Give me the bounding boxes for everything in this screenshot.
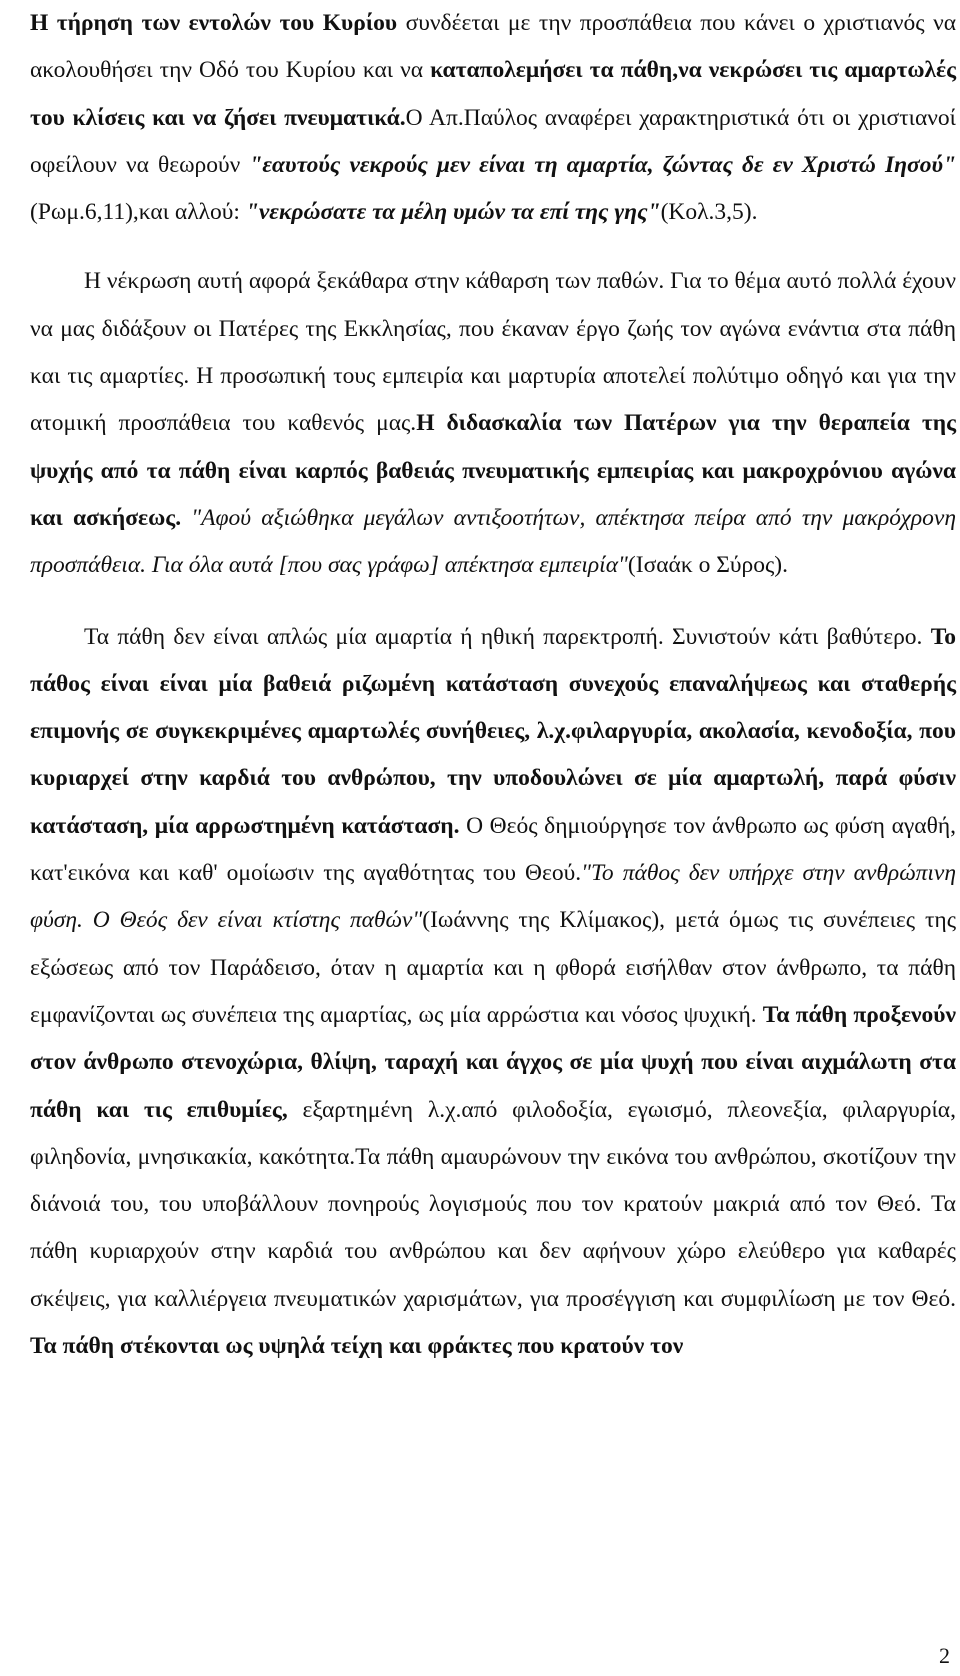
paragraph-1-run-4: Ο Απ.Παύλος αναφέρει χαρακτηριστικά ότι οι χριστιανοί οφείλουν να θεωρούν	[30, 104, 957, 178]
paragraph-1-run-7: "νεκρώσατε τα μέλη υμών τα επί της γης"	[245, 199, 661, 226]
paragraph-3-run-2: Το πάθος είναι είναι μία βαθειά ριζωμένη κατάσταση συνεχούς επαναλήψεως και σταθερής επιμονής σε συγκεκριμένες αμαρτωλές συνήθειες, λ.χ.φιλαργυρία, ακολασία, κενοδοξία, που κυριαρχεί στην καρδιά του ανθρώπου, την υποδουλώνει σε μία αμαρτωλή, παρά φύσιν κατάσταση, μία αρρωστημένη κατάσταση.	[30, 623, 956, 839]
paragraph-1-run-2: συνδέεται με την προσπάθεια που κάνει ο χριστιανός να ακολουθήσει την Οδό του Κυρίου και να	[30, 10, 957, 84]
paragraph-3-run-8: Τα πάθη στέκονται ως υψηλά τείχη και φράκτες που κρατούν τον	[30, 1333, 684, 1360]
paragraph-2-run-2: Η διδασκαλία των Πατέρων για την θεραπεία της ψυχής από τα πάθη είναι καρπός βαθειάς πνευματικής εμπειρίας και μακροχρόνιου αγώνα και ασκήσεως.	[30, 410, 956, 531]
page-number: 2	[939, 1643, 950, 1668]
paragraph-1-run-6: (Ρωμ.6,11),και αλλού:	[30, 199, 246, 226]
paragraph-1-run-8: (Κολ.3,5).	[660, 199, 758, 226]
paragraph-1-run-3: καταπολεμήσει τα πάθη,να νεκρώσει τις αμαρτωλές του κλίσεις και να ζήσει πνευματικά.	[30, 57, 956, 131]
paragraph-2-run-3: "Αφού αξιώθηκα μεγάλων αντιξοοτήτων, απέκτησα πείρα από την μακρόχρονη προσπάθεια. Για όλα αυτά [που σας γράφω] απέκτησα εμπειρία"	[30, 504, 957, 579]
paragraph-1	[30, 0, 956, 236]
paragraph-3-run-3: Ο Θεός δημιούργησε τον άνθρωπο ως φύση αγαθή, κατ'εικόνα και καθ' ομοίωσιν της αγαθότητας του Θεού.	[30, 812, 957, 887]
paragraph-3-run-1: Τα πάθη δεν είναι απλώς μία αμαρτία ή ηθική παρεκτροπή. Συνιστούν κάτι βαθύτερο.	[84, 623, 931, 650]
paragraph-2	[30, 258, 956, 589]
paragraph-3-run-6: Τα πάθη προξενούν στον άνθρωπο στενοχώρια, θλίψη, ταραχή και άγχος σε μία ψυχή που είναι αιχμάλωτη στα πάθη και τις επιθυμίες,	[30, 1001, 956, 1123]
body-text	[30, 0, 956, 1370]
paragraph-3-run-4: "Το πάθος δεν υπήρχε στην ανθρώπινη φύση. Ο Θεός δεν είναι κτίστης παθών"	[30, 860, 956, 934]
paragraph-3	[30, 614, 956, 1371]
paragraph-1-run-5: "εαυτούς νεκρούς μεν είναι τη αμαρτία, ζώντας δε εν Χριστώ Ιησού"	[249, 151, 957, 178]
paragraph-2-run-1: Η νέκρωση αυτή αφορά ξεκάθαρα στην κάθαρση των παθών. Για το θέμα αυτό πολλά έχουν να μας διδάξουν οι Πατέρες της Εκκλησίας, που έκαναν έργο ζωής τον αγώνα ενάντια στα πάθη και τις αμαρτίες. Η προσωπική τους εμπειρία και μαρτυρία αποτελεί πολύτιμο οδηγό και για την ατομική προσπάθεια του καθενός μας.	[30, 268, 956, 437]
paragraph-3-run-7: εξαρτημένη λ.χ.από φιλοδοξία, εγωισμό, πλεονεξία, φιλαργυρία, φιληδονία, μνησικακία, κακότητα.Τα πάθη αμαυρώνουν την εικόνα του ανθρώπου, σκοτίζουν την διάνοιά του, του υποβάλλουν πονηρούς λογισμούς που τον κρατούν μακριά από τον Θεό. Τα πάθη κυριαρχούν στην καρδιά του ανθρώπου και δεν αφήνουν χώρο ελεύθερο για καθαρές σκέψεις, για καλλιέργεια πνευματικών χαρισμάτων, για προσέγγιση και συμφιλίωση με τον Θεό.	[30, 1096, 956, 1312]
paragraph-3-run-5: (Ιωάννης της Κλίμακος), μετά όμως τις συνέπειες της εξώσεως από τον Παράδεισο, όταν η αμαρτία και η φθορά εισήλθαν στον άνθρωπο, τα πάθη εμφανίζονται ως συνέπεια της αμαρτίας, ως μία αρρώστια και νόσος ψυχική.	[30, 907, 957, 1028]
paragraph-2-run-4: (Ισαάκ ο Σύρος).	[627, 552, 789, 579]
paragraph-1-run-1: Η τήρηση των εντολών του Κυρίου	[30, 10, 398, 36]
